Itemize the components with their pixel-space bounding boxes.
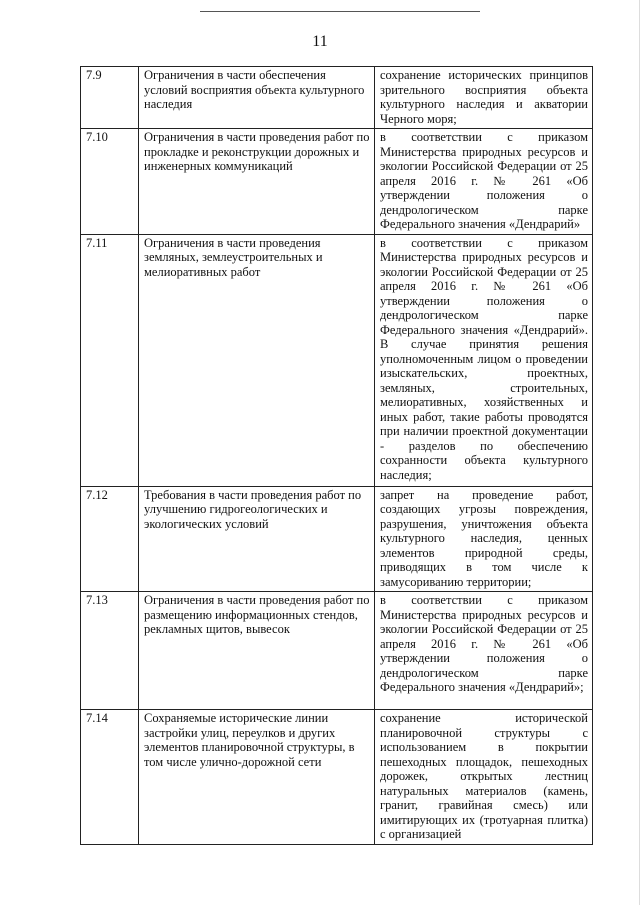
header-rule [200, 11, 480, 12]
row-title: Сохраняемые исторические линии застройки улиц, переулков и других элементов планировочной структуры, в том числе улично-дорожной сети [139, 710, 375, 845]
regulations-table [80, 66, 593, 845]
row-number: 7.9 [81, 67, 139, 129]
table-row [81, 67, 593, 129]
row-text: сохранение исторической планировочной структуры с использованием в покрытии пешеходных площадок, пешеходных дорожек, открытых лестниц натуральных материалов (камень, гранит, гравийная смесь) или имитирующих их (тротуарная плитка) с организацией [375, 710, 593, 845]
row-text: запрет на проведение работ, создающих угрозы повреждения, разрушения, уничтожения объекта культурного наследия, ценных элементов природной среды, приводящих в том числе к замусориванию территории; [375, 486, 593, 592]
page-number: 11 [312, 33, 328, 50]
table-row [81, 710, 593, 845]
row-title: Ограничения в части проведения работ по размещению информационных стендов, рекламных щитов, вывесок [139, 592, 375, 710]
table-row [81, 486, 593, 592]
row-text: в соответствии с приказом Министерства природных ресурсов и экологии Российской Федерации от 25 апреля 2016 г. № 261 «Об утверждении положения о дендрологическом парке Федерального значения «Дендрарий»; [375, 592, 593, 710]
row-title: Ограничения в части проведения земляных, землеустроительных и мелиоративных работ [139, 234, 375, 486]
row-number: 7.10 [81, 129, 139, 235]
row-number: 7.13 [81, 592, 139, 710]
row-number: 7.12 [81, 486, 139, 592]
row-text: в соответствии с приказом Министерства природных ресурсов и экологии Российской Федерации от 25 апреля 2016 г. № 261 «Об утверждении положения о дендрологическом парке Федерального значения «Дендрарий» [375, 129, 593, 235]
row-title: Требования в части проведения работ по улучшению гидрогеологических и экологических условий [139, 486, 375, 592]
table-row [81, 234, 593, 486]
table-row [81, 592, 593, 710]
table-row [81, 129, 593, 235]
row-text: сохранение исторических принципов зрительного восприятия объекта культурного наследия и акватории Черного моря; [375, 67, 593, 129]
row-title: Ограничения в части обеспечения условий восприятия объекта культурного наследия [139, 67, 375, 129]
row-number: 7.11 [81, 234, 139, 486]
row-title: Ограничения в части проведения работ по прокладке и реконструкции дорожных и инженерных коммуникаций [139, 129, 375, 235]
row-text: в соответствии с приказом Министерства природных ресурсов и экологии Российской Федерации от 25 апреля 2016 г. № 261 «Об утверждении положения о дендрологическом парке Федерального значения «Дендрарий». В случае принятия решения уполномоченным лицом о проведении изыскательских, проектных, земляных, строительных, мелиоративных, хозяйственных и иных работ, такие работы проводятся при наличии проектной документации - разделов по обеспечению сохранности объекта культурного наследия; [375, 234, 593, 486]
row-number: 7.14 [81, 710, 139, 845]
